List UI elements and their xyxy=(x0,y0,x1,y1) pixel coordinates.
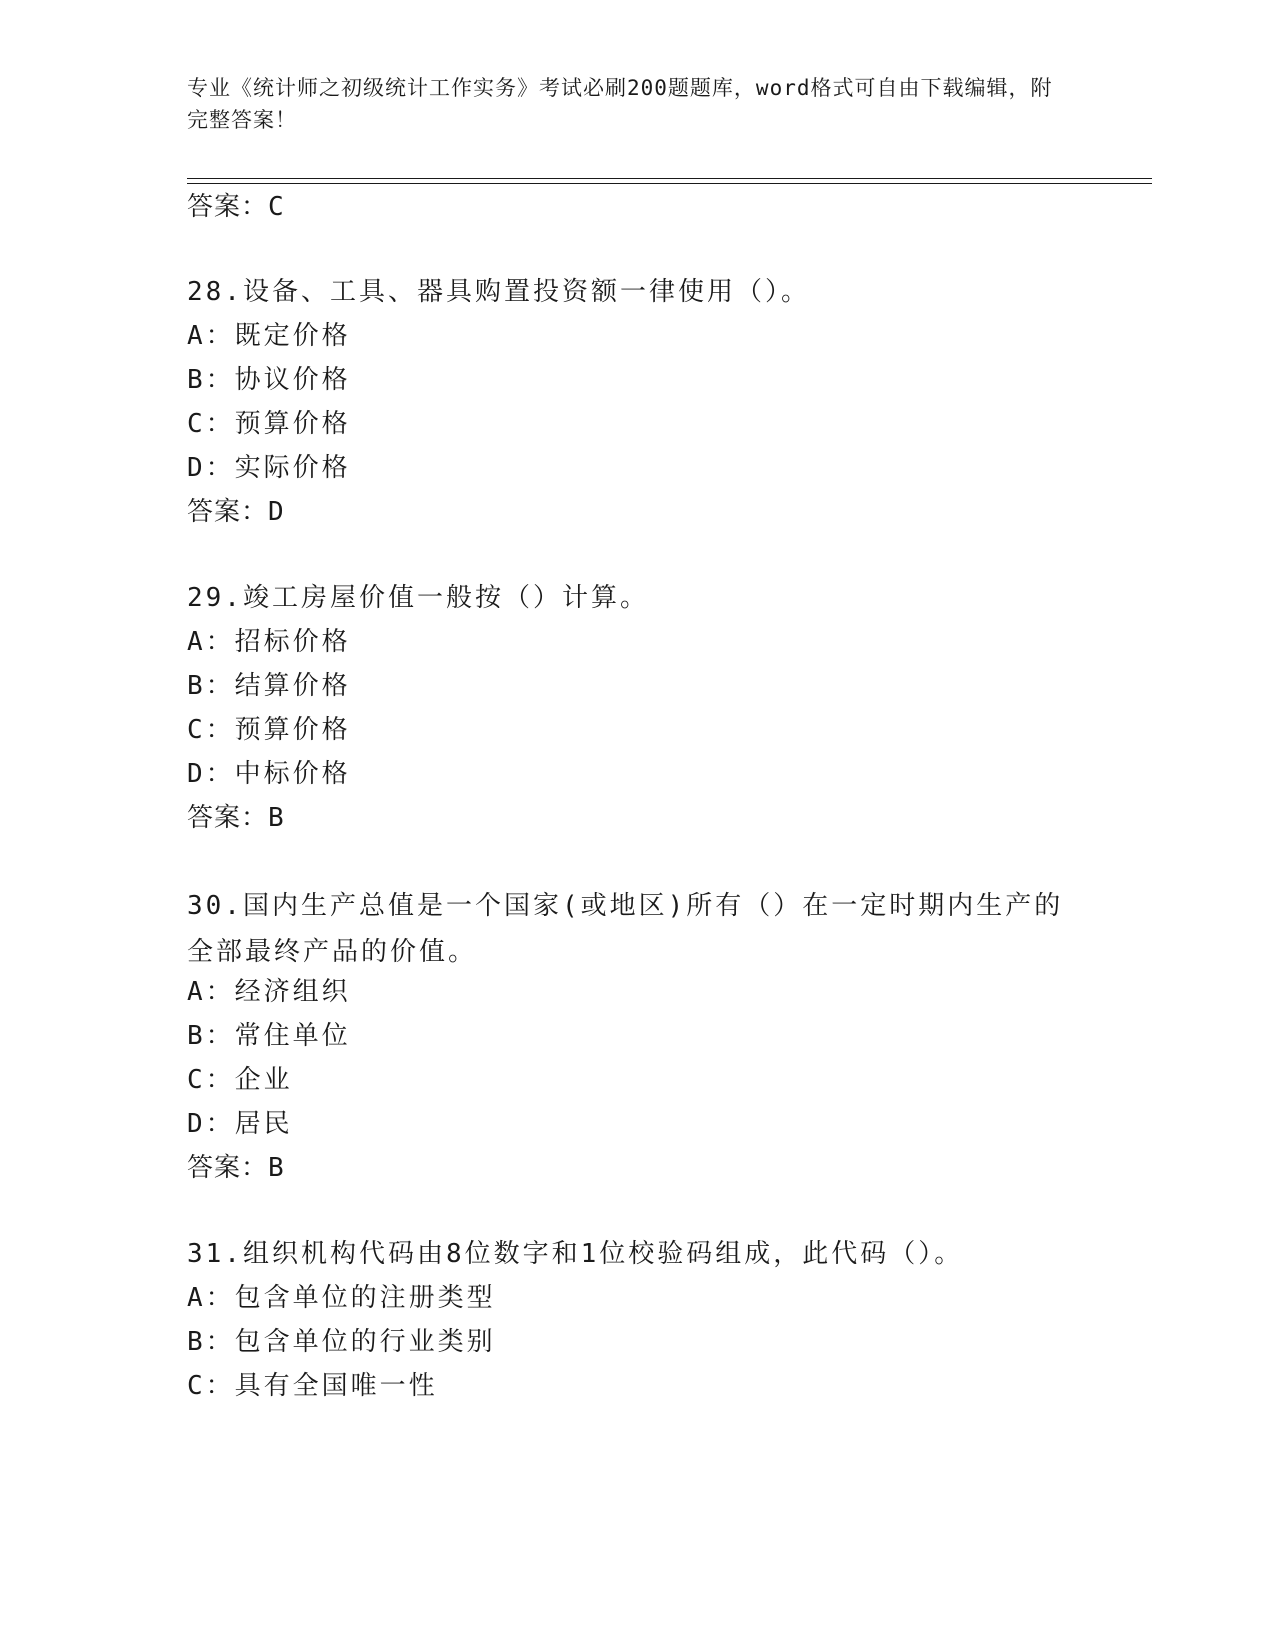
option-d: D：居民 xyxy=(187,1109,293,1139)
option-b: B：包含单位的行业类别 xyxy=(187,1327,496,1357)
question-stem: 28.设备、工具、器具购置投资额一律使用（）。 xyxy=(187,277,810,307)
option-c: C：企业 xyxy=(187,1065,293,1095)
option-c: C：具有全国唯一性 xyxy=(187,1371,438,1401)
header-divider-bottom xyxy=(187,183,1152,184)
answer-line: 答案：B xyxy=(187,803,285,833)
option-a: A：招标价格 xyxy=(187,627,351,657)
option-b: B：结算价格 xyxy=(187,671,351,701)
option-d: D：实际价格 xyxy=(187,453,351,483)
option-c: C：预算价格 xyxy=(187,715,351,745)
option-b: B：常住单位 xyxy=(187,1021,351,1051)
option-d: D：中标价格 xyxy=(187,759,351,789)
header-divider-top xyxy=(187,178,1152,179)
option-a: A：既定价格 xyxy=(187,321,351,351)
document-header: 专业《统计师之初级统计工作实务》考试必刷200题题库，word格式可自由下载编辑，附完整答案！ xyxy=(187,76,1053,132)
option-c: C：预算价格 xyxy=(187,409,351,439)
answer-line: 答案：C xyxy=(187,192,285,222)
option-a: A：经济组织 xyxy=(187,977,351,1007)
option-a: A：包含单位的注册类型 xyxy=(187,1283,496,1313)
answer-line: 答案：B xyxy=(187,1153,285,1183)
question-stem: 30.国内生产总值是一个国家(或地区)所有（）在一定时期内生产的全部最终产品的价值。 xyxy=(187,891,1064,967)
question-stem: 29.竣工房屋价值一般按（）计算。 xyxy=(187,583,649,613)
question-stem: 31.组织机构代码由8位数字和1位校验码组成，此代码（）。 xyxy=(187,1239,964,1269)
option-b: B：协议价格 xyxy=(187,365,351,395)
answer-line: 答案：D xyxy=(187,497,285,527)
